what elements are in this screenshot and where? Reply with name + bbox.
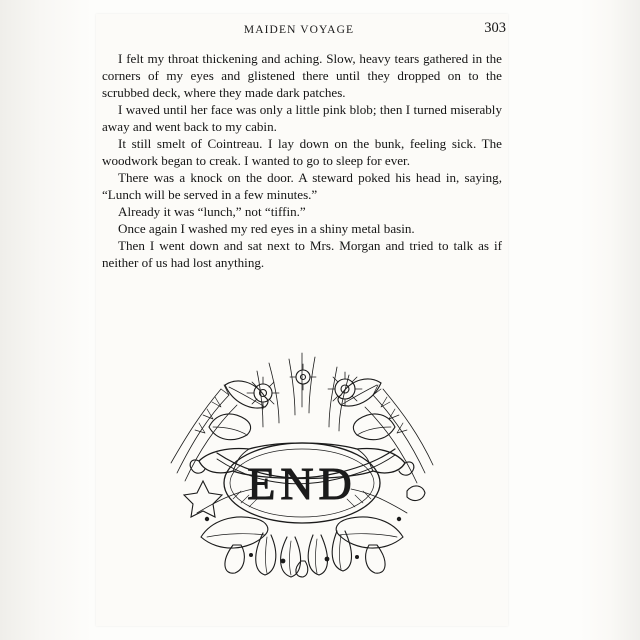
page-sheet bbox=[96, 14, 508, 626]
end-illustration bbox=[137, 323, 467, 578]
body-text bbox=[96, 50, 508, 271]
paragraph: Then I went down and sat next to Mrs. Morgan and tried to talk as if neither of us had lost anything. bbox=[102, 238, 502, 271]
paragraph: Once again I washed my red eyes in a shiny metal basin. bbox=[118, 221, 415, 237]
running-head bbox=[96, 20, 508, 46]
end-illustration-container bbox=[96, 323, 508, 578]
end-word: END bbox=[247, 458, 357, 510]
paragraph: Already it was “lunch,” not “tiffin.” bbox=[118, 204, 306, 220]
paragraph: I waved until her face was only a little pink blob; then I turned miserably away and went back to my cabin. bbox=[102, 102, 502, 135]
paragraph: There was a knock on the door. A steward poked his head in, saying, “Lunch will be served in a few minutes.” bbox=[102, 170, 502, 203]
page-number: 303 bbox=[484, 20, 506, 36]
paragraph: It still smelt of Cointreau. I lay down on the bunk, feeling sick. The woodwork began to creak. I wanted to go to sleep for ever. bbox=[102, 136, 502, 169]
paragraph: I felt my throat thickening and aching. Slow, heavy tears gathered in the corners of my eyes and glistened there until they dropped on to the scrubbed deck, where they made dark patches. bbox=[102, 51, 502, 101]
running-head-title: MAIDEN VOYAGE bbox=[243, 24, 355, 36]
